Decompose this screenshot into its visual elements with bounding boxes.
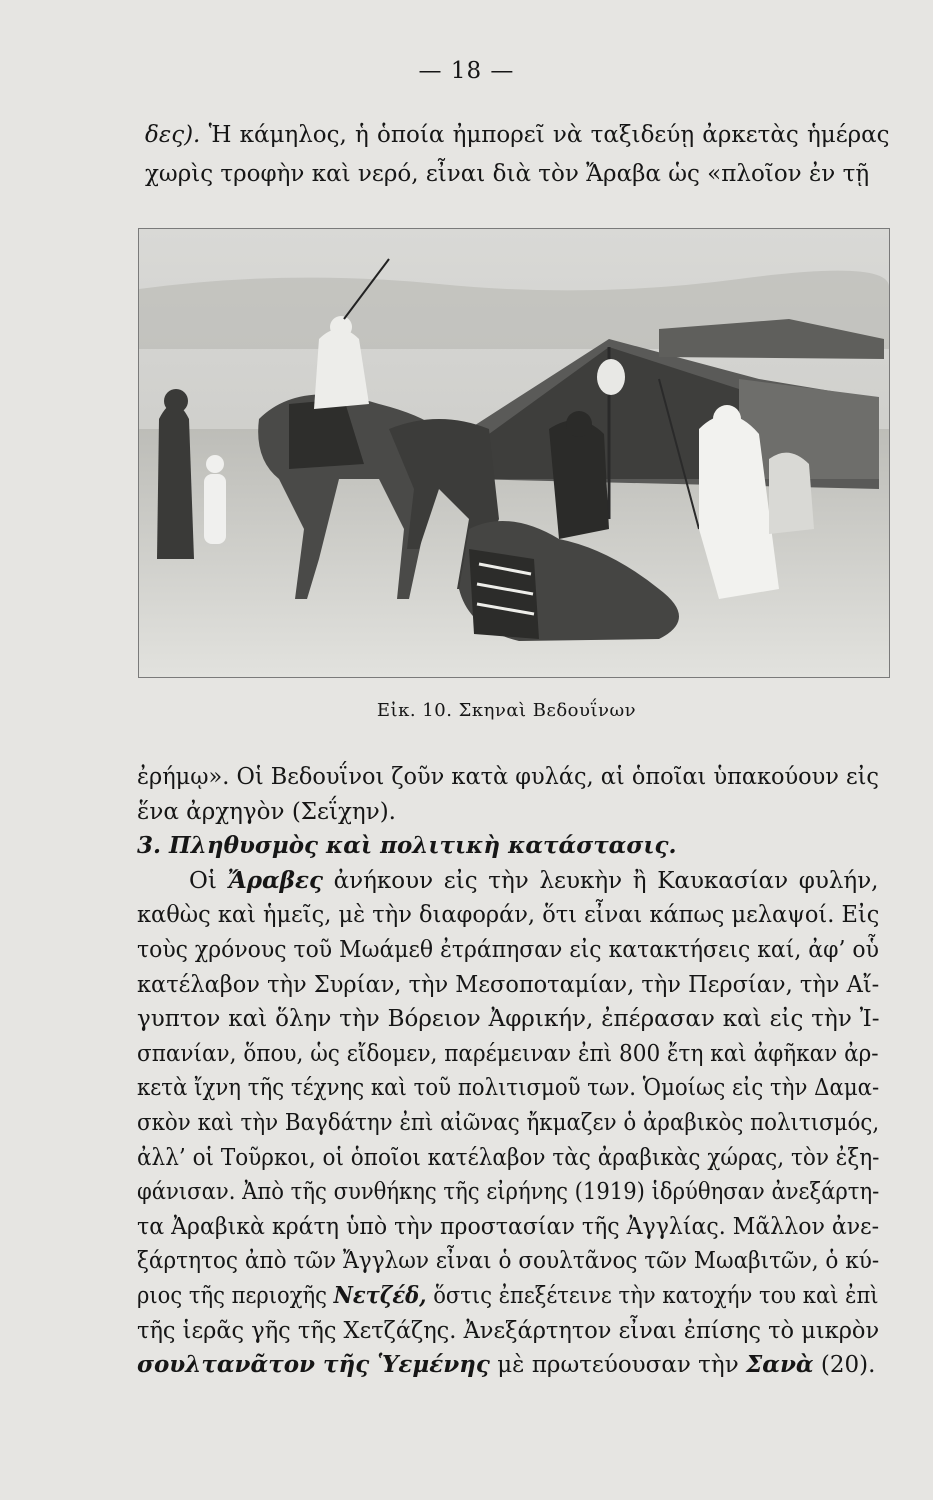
text-run: τῆς ἱερᾶς γῆς τῆς Χετζάζης. Ἀνεξάρτητον εἶναι ἐπίσης τὸ μικρὸν bbox=[137, 1317, 880, 1344]
text-run: ὅστις ἐπεξέτεινε τὴν κατοχήν του καὶ ἐπὶ bbox=[426, 1283, 879, 1309]
text-line bbox=[137, 1316, 879, 1346]
text-line bbox=[137, 1039, 879, 1069]
text-run: κατέλαβον τὴν Συρίαν, τὴν Μεσοποταμίαν, τὴν Περσίαν, τὴν Αἴ- bbox=[137, 971, 880, 998]
text-line bbox=[137, 1177, 879, 1207]
text-line bbox=[145, 120, 890, 150]
figure-caption: Εἰκ. 10. Σκηναὶ Βεδουΐνων bbox=[376, 700, 637, 721]
page-number: — 18 — bbox=[418, 58, 515, 84]
text-line bbox=[137, 762, 879, 792]
text-run: καθὼς καὶ ἡμεῖς, μὲ τὴν διαφοράν, ὅτι εἶναι κάπως μελαψοί. Εἰς bbox=[137, 902, 880, 929]
text-line bbox=[137, 1143, 879, 1173]
bedouin-tents-illustration bbox=[139, 229, 889, 677]
text-run: τοὺς χρόνους τοῦ Μωάμεθ ἐτράπησαν εἰς κατακτήσεις καί, ἀφ’ οὗ bbox=[137, 937, 879, 963]
text-line bbox=[189, 866, 879, 896]
text-run: τα Ἀραβικὰ κράτη ὑπὸ τὴν προστασίαν τῆς Ἀγγλίας. Μᾶλλον ἀνε- bbox=[137, 1213, 880, 1240]
text-line bbox=[137, 900, 879, 930]
text-line bbox=[137, 831, 676, 861]
text-line bbox=[137, 1246, 879, 1276]
text-line bbox=[137, 1073, 879, 1103]
text-run: ἐρήμῳ». Οἱ Βεδουΐνοι ζοῦν κατὰ φυλάς, αἱ ὁποῖαι ὑπακούουν εἰς bbox=[137, 764, 879, 790]
text-run: ξάρτητος ἀπὸ τῶν Ἄγγλων εἶναι ὁ σουλτᾶνος τῶν Μωαβιτῶν, ὁ κύ- bbox=[137, 1248, 880, 1275]
bedouin-tents-photo bbox=[138, 228, 890, 678]
text-run: μὲ πρωτεύουσαν τὴν bbox=[489, 1352, 746, 1379]
text-line bbox=[145, 159, 869, 189]
text-run: σπανίαν, ὅπου, ὡς εἴδομεν, παρέμειναν ἐπὶ 800 ἔτη καὶ ἀφῆκαν ἀρ- bbox=[137, 1040, 879, 1067]
text-run: σουλτανᾶτον τῆς Ὑεμένης bbox=[137, 1351, 490, 1379]
text-run: 3. Πληθυσμὸς καὶ πολιτικὴ κατάστασις. bbox=[137, 832, 677, 860]
text-run: ἕνα ἀρχηγὸν (Σεΐχην). bbox=[137, 798, 396, 825]
text-run: Ἄραβες bbox=[227, 866, 323, 894]
text-run: Οἱ bbox=[189, 867, 228, 894]
text-line bbox=[137, 1108, 879, 1138]
text-line bbox=[137, 970, 879, 1000]
text-run: δες). bbox=[145, 122, 209, 148]
text-run: (20). bbox=[813, 1352, 876, 1379]
text-line bbox=[137, 1212, 879, 1242]
text-line bbox=[137, 935, 879, 965]
text-run: Ἡ κάμηλος, ἡ ὁποία ἠμπορεῖ νὰ ταξιδεύῃ ἀρκετὰς ἡμέρας bbox=[208, 122, 890, 148]
text-line bbox=[137, 1004, 879, 1034]
text-run: ἀνήκουν εἰς τὴν λευκὴν ἢ Καυκασίαν φυλήν, bbox=[322, 867, 879, 894]
text-line bbox=[137, 1350, 875, 1380]
text-run: σκὸν καὶ τὴν Βαγδάτην ἐπὶ αἰῶνας ἤκμαζεν ὁ ἀραβικὸς πολιτισμός, bbox=[137, 1110, 880, 1136]
text-line bbox=[137, 797, 396, 827]
text-run: γυπτον καὶ ὅλην τὴν Βόρειον Ἀφρικήν, ἐπέρασαν καὶ εἰς τὴν Ἰ- bbox=[137, 1006, 880, 1033]
text-run: κετὰ ἴχνη τῆς τέχνης καὶ τοῦ πολιτισμοῦ των. Ὁμοίως εἰς τὴν Δαμα- bbox=[137, 1075, 880, 1102]
text-run: ἀλλ’ οἱ Τοῦρκοι, οἱ ὁποῖοι κατέλαβον τὰς ἀραβικὰς χώρας, τὸν ἐξη- bbox=[137, 1144, 880, 1171]
text-run: φάνισαν. Ἀπὸ τῆς συνθήκης τῆς εἰρήνης (1919) ἱδρύθησαν ἀνεξάρτη- bbox=[137, 1179, 880, 1206]
text-run: ριος τῆς περιοχῆς bbox=[137, 1283, 334, 1309]
text-line bbox=[137, 1281, 879, 1311]
text-run: Σανὰ bbox=[745, 1351, 814, 1379]
text-run: χωρὶς τροφὴν καὶ νερό, εἶναι διὰ τὸν Ἄραβα ὡς «πλοῖον ἐν τῇ bbox=[145, 161, 870, 187]
text-run: Νετζέδ, bbox=[333, 1282, 427, 1309]
